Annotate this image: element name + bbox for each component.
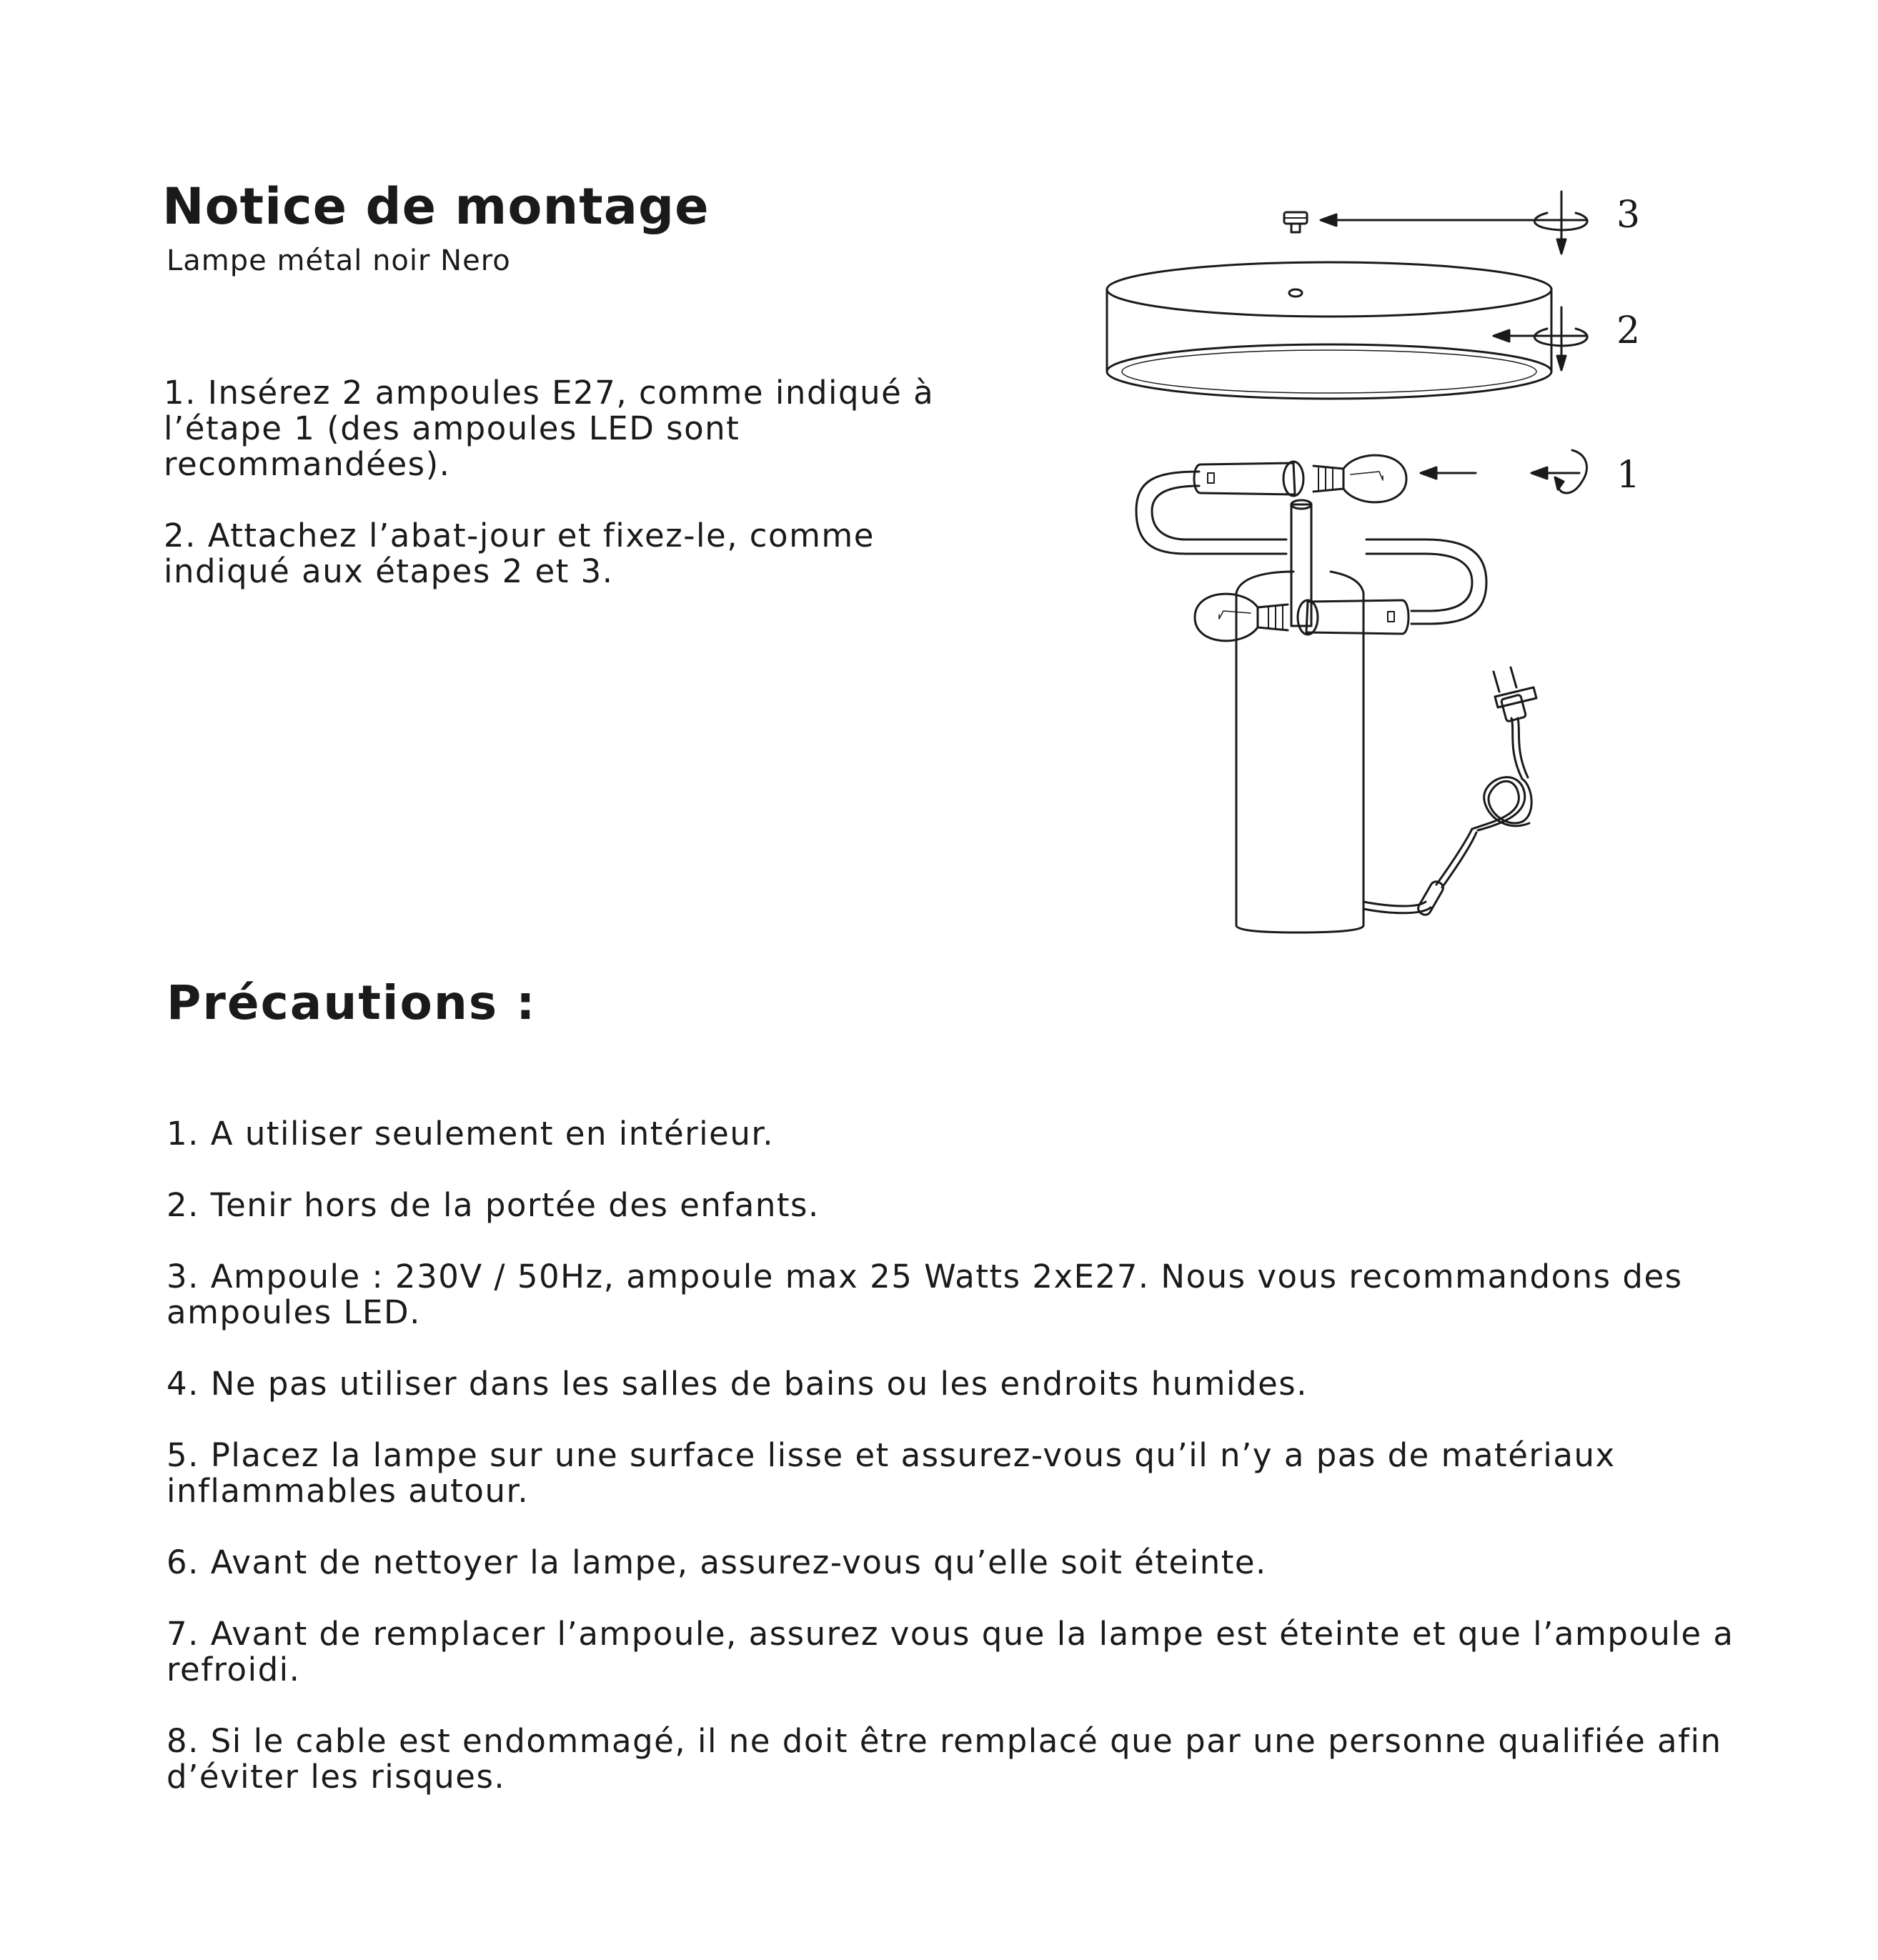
- document-subtitle: Lampe métal noir Nero: [167, 244, 511, 277]
- callout-label: 1: [1616, 454, 1641, 497]
- precaution-item: 5. Placez la lampe sur une surface lisse et assurez-vous qu’il n’y a pas de matériaux inflammables autour.: [167, 1436, 1616, 1510]
- precautions-list: [167, 1116, 1739, 1831]
- precaution-item: 1. A utiliser seulement en intérieur.: [167, 1115, 775, 1153]
- precaution-item: 8. Si le cable est endommagé, il ne doit être remplacé que par une personne qualifiée afin d’éviter les risques.: [167, 1722, 1722, 1796]
- lampshade: [1107, 262, 1551, 399]
- socket-assembly: [1136, 455, 1486, 641]
- finial-knob: [1284, 212, 1307, 232]
- precaution-item: 7. Avant de remplacer l’ampoule, assurez vous que la lampe est éteinte et que l’ampoule a refroidi.: [167, 1615, 1734, 1688]
- assembly-step: 1. Insérez 2 ampoules E27, comme indiqué à l’étape 1 (des ampoules LED sont recommandées).: [164, 374, 935, 483]
- precaution-item: 2. Tenir hors de la portée des enfants.: [167, 1186, 820, 1224]
- precaution-item: 3. Ampoule : 230V / 50Hz, ampoule max 25 Watts 2xE27. Nous vous recommandons des ampoules LED.: [167, 1258, 1683, 1331]
- document-title: Notice de montage: [162, 177, 710, 236]
- power-cord: [1363, 667, 1536, 917]
- precaution-item: 4. Ne pas utiliser dans les salles de bains ou les endroits humides.: [167, 1365, 1308, 1403]
- assembly-steps-list: [164, 375, 935, 625]
- precautions-title: Précautions :: [167, 975, 537, 1030]
- callout-label: 2: [1616, 309, 1641, 352]
- lamp-assembly-diagram: [1093, 179, 1679, 965]
- step-1-arrow-icon: [1421, 450, 1586, 493]
- assembly-step: 2. Attachez l’abat-jour et fixez-le, comme indiqué aux étapes 2 et 3.: [164, 517, 875, 590]
- callout-label: 3: [1616, 194, 1641, 237]
- precaution-item: 6. Avant de nettoyer la lampe, assurez-vous qu’elle soit éteinte.: [167, 1543, 1267, 1581]
- step-3-arrow-icon: [1321, 191, 1587, 254]
